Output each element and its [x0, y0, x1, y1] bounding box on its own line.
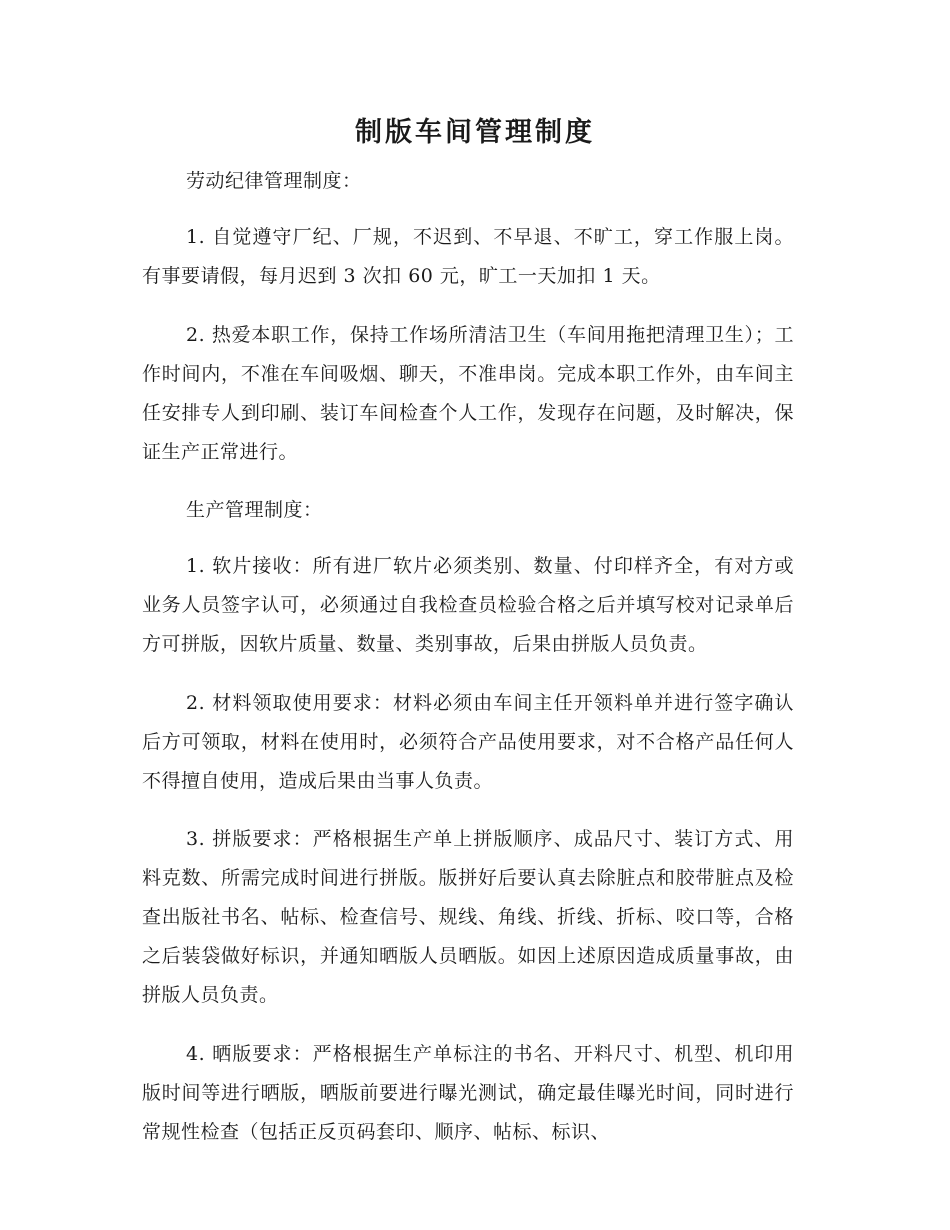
document-body: [142, 162, 794, 1171]
section-heading-production: 生产管理制度：: [186, 499, 323, 521]
paragraph-production-rule-1: 1. 软片接收：所有进厂软片必须类别、数量、付印样齐全，有对方或业务人员签字认可，必须通过自我检查员检验合格之后并填写校对记录单后方可拼版，因软片质量、数量、类别事故，后果由拼版人员负责。: [142, 555, 794, 655]
section-heading-labor-discipline: 劳动纪律管理制度：: [186, 170, 362, 192]
document-title: 制版车间管理制度: [355, 117, 595, 148]
paragraph-production-rule-3: 3. 拼版要求：严格根据生产单上拼版顺序、成品尺寸、装订方式、用料克数、所需完成时间进行拼版。版拼好后要认真去除脏点和胶带脏点及检查出版社书名、帖标、检查信号、规线、角线、折线、折标、咬口等，合格之后装袋做好标识，并通知晒版人员晒版。如因上述原因造成质量事故，由拼版人员负责。: [142, 828, 794, 1006]
paragraph-labor-rule-2: 2. 热爱本职工作，保持工作场所清洁卫生（车间用拖把清理卫生）；工作时间内，不准在车间吸烟、聊天，不准串岗。完成本职工作外，由车间主任安排专人到印刷、装订车间检查个人工作，发现存在问题，及时解决，保证生产正常进行。: [142, 323, 794, 463]
paragraph-production-rule-2: 2. 材料领取使用要求：材料必须由车间主任开领料单并进行签字确认后方可领取，材料在使用时，必须符合产品使用要求，对不合格产品任何人不得擅自使用，造成后果由当事人负责。: [142, 691, 794, 792]
paragraph-production-rule-4: 4. 晒版要求：严格根据生产单标注的书名、开料尺寸、机型、机印用版时间等进行晒版，晒版前要进行曝光测试，确定最佳曝光时间，同时进行常规性检查（包括正反页码套印、顺序、帖标、标识、: [142, 1042, 794, 1143]
paragraph-labor-rule-1: 1. 自觉遵守厂纪、厂规，不迟到、不早退、不旷工，穿工作服上岗。有事要请假，每月迟到 3 次扣 60 元，旷工一天加扣 1 天。: [142, 226, 794, 287]
